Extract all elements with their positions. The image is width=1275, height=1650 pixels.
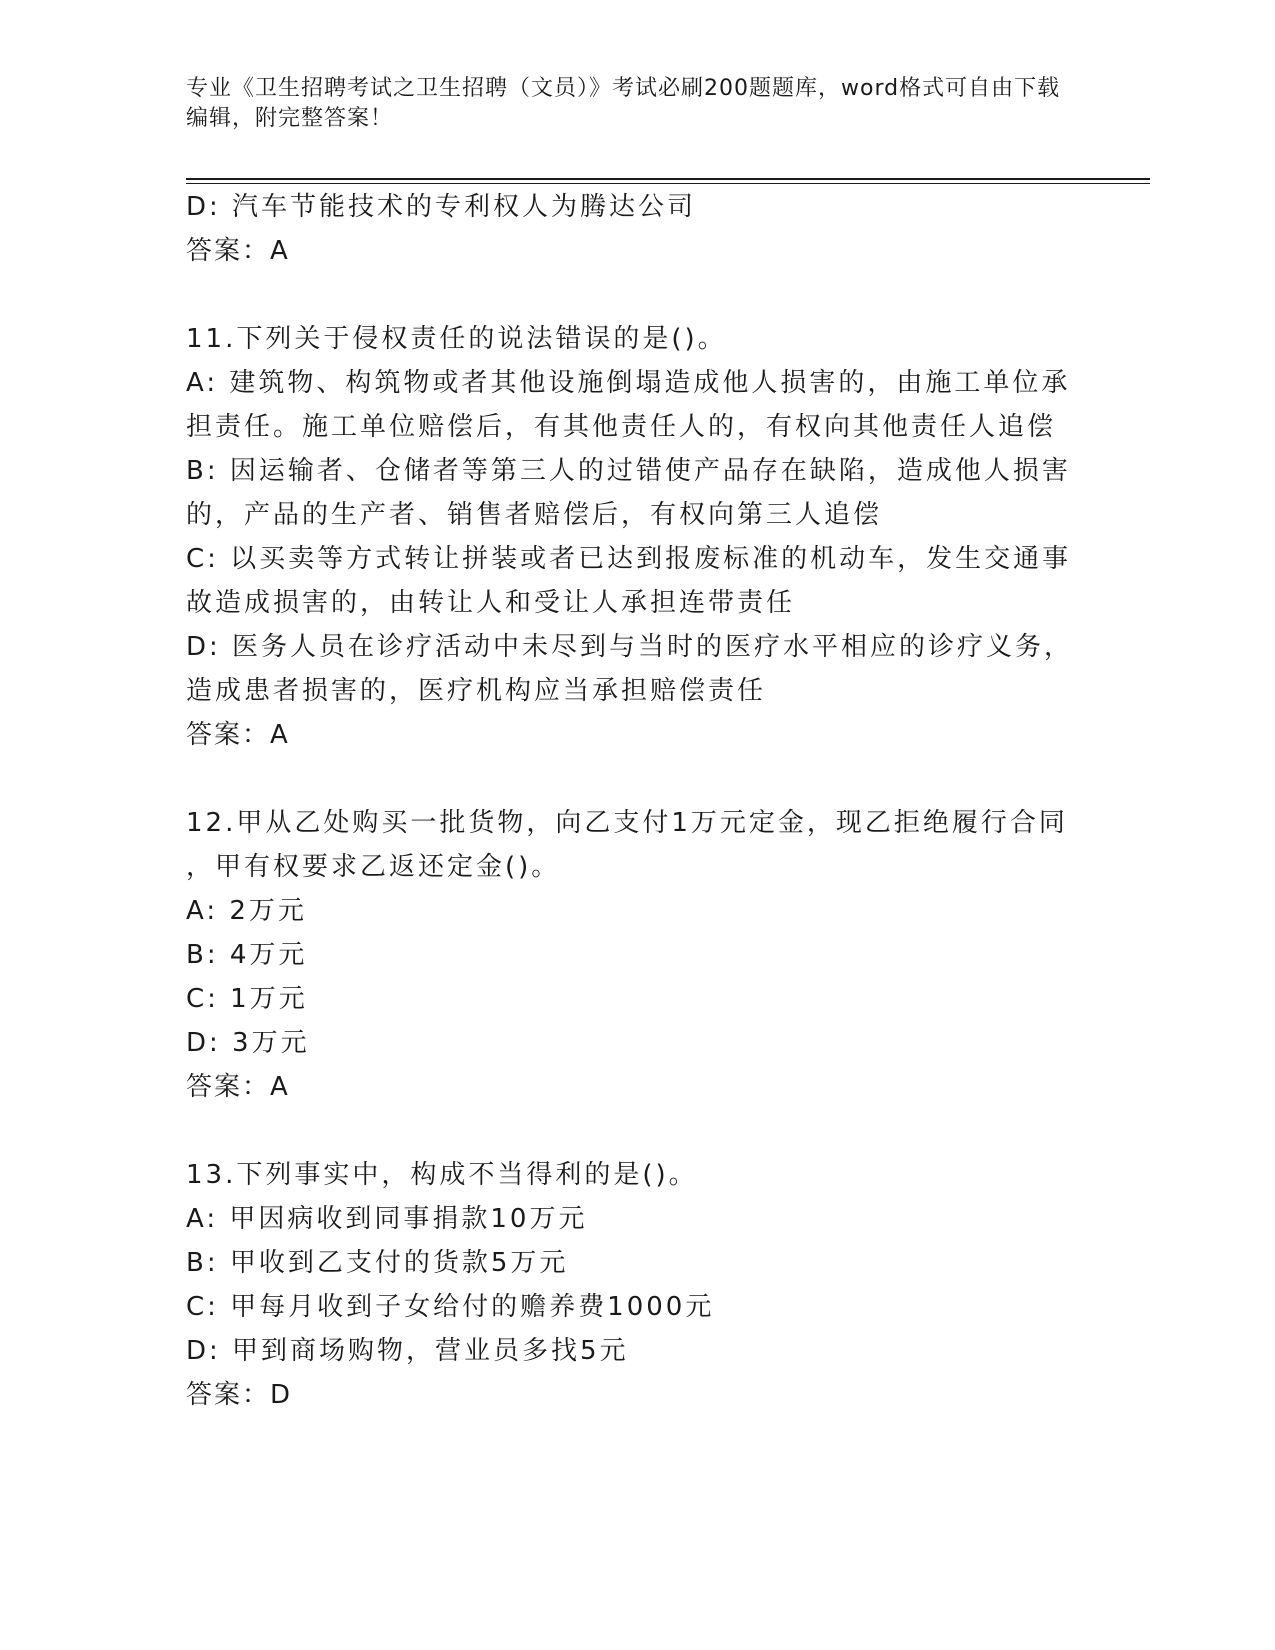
- q12-option-b: B: 4万元: [186, 940, 308, 970]
- document-header-title: 专业《卫生招聘考试之卫生招聘（文员）》考试必刷200题题库，word格式可自由下载编辑，附完整答案！: [186, 76, 1061, 131]
- q13-stem: 13.下列事实中，构成不当得利的是()。: [186, 1160, 698, 1190]
- q11-stem: 11.下列关于侵权责任的说法错误的是()。: [186, 324, 727, 354]
- q13-option-c: C: 甲每月收到子女给付的赡养费1000元: [186, 1292, 715, 1322]
- q11-option-d-line2: 造成患者损害的，医疗机构应当承担赔偿责任: [186, 676, 767, 706]
- q11-option-c-line1: C: 以买卖等方式转让拼装或者已达到报废标准的机动车，发生交通事: [186, 544, 1072, 574]
- q10-answer: 答案：A: [186, 236, 290, 266]
- q11-answer: 答案：A: [186, 720, 290, 750]
- q13-answer: 答案：D: [186, 1380, 293, 1410]
- q13-option-b: B: 甲收到乙支付的货款5万元: [186, 1248, 569, 1278]
- q12-option-d: D: 3万元: [186, 1028, 310, 1058]
- q11-option-a-line1: A: 建筑物、构筑物或者其他设施倒塌造成他人损害的，由施工单位承: [186, 368, 1071, 398]
- q11-option-b-line2: 的，产品的生产者、销售者赔偿后，有权向第三人追偿: [186, 500, 883, 530]
- q11-option-b-line1: B: 因运输者、仓储者等第三人的过错使产品存在缺陷，造成他人损害: [186, 456, 1071, 486]
- q12-stem-line1: 12.甲从乙处购买一批货物，向乙支付1万元定金，现乙拒绝履行合同: [186, 808, 1068, 838]
- q12-stem-line2: ，甲有权要求乙返还定金()。: [186, 852, 561, 882]
- q10-option-d: D: 汽车节能技术的专利权人为腾达公司: [186, 192, 697, 222]
- q11-option-a-line2: 担责任。施工单位赔偿后，有其他责任人的，有权向其他责任人追偿: [186, 412, 1057, 442]
- q12-option-c: C: 1万元: [186, 984, 308, 1014]
- q11-option-d-line1: D: 医务人员在诊疗活动中未尽到与当时的医疗水平相应的诊疗义务，: [186, 632, 1074, 662]
- header-divider-thick: [186, 178, 1150, 180]
- q13-option-a: A: 甲因病收到同事捐款10万元: [186, 1204, 588, 1234]
- q12-answer: 答案：A: [186, 1072, 290, 1102]
- q12-option-a: A: 2万元: [186, 896, 307, 926]
- q13-option-d: D: 甲到商场购物，营业员多找5元: [186, 1336, 629, 1366]
- q11-option-c-line2: 故造成损害的，由转让人和受让人承担连带责任: [186, 588, 796, 618]
- header-divider-thin: [186, 183, 1150, 184]
